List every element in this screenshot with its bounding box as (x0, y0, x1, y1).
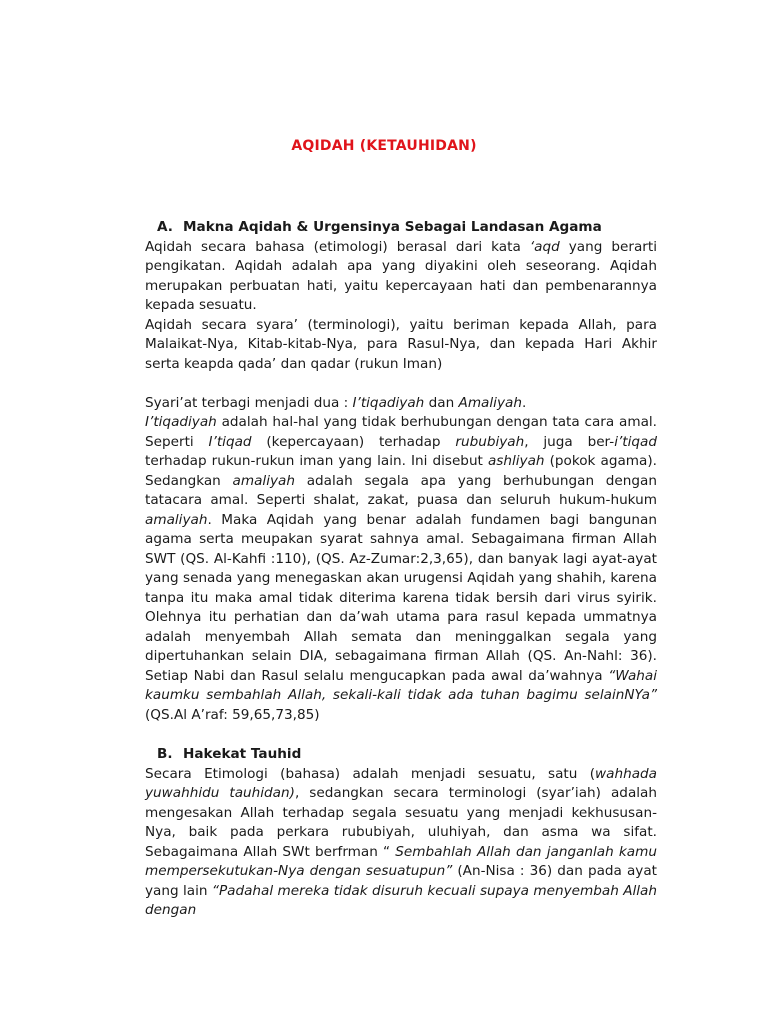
section-a-paragraph-3 (145, 394, 657, 414)
italic-term: I’tiqadiyah (352, 394, 425, 411)
italic-term: i’tiqad (614, 433, 657, 450)
text-run: . Maka Aqidah yang benar adalah fundamen bagi bangunan agama serta meupakan syarat sahnya amal. Sebagaimana firman Allah SWT (QS. Al-Kahfi :110), (QS. Az-Zumar:2,3,65), dan banyak lagi ayat-ayat yang senada yang menegaskan akan urugensi Aqidah yang shahih, karena tanpa itu maka amal tidak diterima karena tidak bersih dari virus syirik. Olehnya itu perhatian dan da’wah utama para rasul kepada ummatnya adalah menyembah Allah semata dan meninggalkan segala yang dipertuhankan selain DIA, sebagaimana firman Allah (QS. An-Nahl: 36). Setiap Nabi dan Rasul selalu mengucapkan pada awal da’wahnya (145, 511, 657, 684)
italic-term: ashliyah (487, 453, 545, 469)
section-a-title: Makna Aqidah & Urgensinya Sebagai Landasan Agama (183, 219, 602, 235)
text-run: (kepercayaan) terhadap (251, 433, 456, 450)
text-run: (An-Nisa : 36) dan pada ayat yang lain (145, 863, 657, 899)
quoted-verse: “Wahai kaumku sembahlah Allah, sekali-kali tidak ada tuhan bagimu selainNYa” (145, 667, 657, 703)
section-b-paragraph-1 (145, 765, 657, 921)
italic-term: I’tiqad (208, 433, 252, 450)
section-b-title: Hakekat Tauhid (183, 746, 302, 762)
section-a-paragraph-2: Aqidah secara syara’ (terminologi), yaitu beriman kepada Allah, para Malaikat-Nya, Kitab-kitab-Nya, para Rasul-Nya, dan kepada Hari Akhir serta keapda qada’ dan qadar (rukun Iman) (145, 316, 657, 372)
text-run: yang berarti pengikatan. Aqidah adalah apa yang diyakini oleh seseorang. Aqidah merupakan perbuatan hati, yaitu kepercayaan hati dan pembenarannya kepada sesuatu. (145, 238, 657, 313)
italic-term: amaliyah (232, 472, 295, 489)
spacer (145, 725, 657, 745)
italic-term: ‘aqd (529, 238, 560, 255)
text-run: (QS.Al A’raf: 59,65,73,85) (145, 706, 320, 723)
text-run: adalah segala apa yang berhubungan dengan tatacara amal. Seperti shalat, zakat, puasa dan seluruh hukum-hukum (145, 472, 657, 508)
text-run: , juga ber- (524, 433, 615, 450)
section-b-heading (145, 745, 657, 765)
italic-term: wahhada yuwahhidu tauhidan) (145, 765, 657, 801)
italic-term: rububiyah (455, 433, 525, 450)
text-run: Syari’at terbagi menjadi dua : (145, 394, 353, 411)
document-title: AQIDAH (KETAUHIDAN) (291, 138, 477, 154)
section-a-paragraph-1 (145, 238, 657, 316)
italic-term: amaliyah (145, 511, 208, 528)
italic-term: I’tiqadiyah (145, 414, 217, 430)
section-b-number: B. (157, 746, 173, 762)
text-run: Aqidah secara bahasa (etimologi) berasal dari kata (145, 238, 530, 255)
section-a-heading (145, 218, 657, 238)
quoted-verse: “Padahal mereka tidak disuruh kecuali supaya menyembah Allah dengan (145, 882, 657, 918)
spacer (145, 374, 657, 394)
text-run: dan (424, 394, 459, 411)
text-run: (pokok agama). Sedangkan (145, 453, 657, 489)
text-run: . (521, 394, 527, 411)
section-a-paragraph-4 (145, 413, 657, 725)
quoted-verse: Sembahlah Allah dan janganlah kamu mempersekutukan-Nya dengan sesuatupun” (145, 843, 657, 879)
text-run: , sedangkan secara terminologi (syar’iah) adalah mengesakan Allah terhadap segala sesuatu yang menjadi kekhususan-Nya, baik pada perkara rububiyah, uluhiyah, dan asma wa sifat. Sebagaimana Allah SWt berfrman “ (145, 785, 657, 860)
italic-term: Amaliyah (458, 394, 522, 411)
text-run: terhadap rukun-rukun iman yang lain. Ini disebut (145, 453, 488, 469)
text-run: adalah hal-hal yang tidak berhubungan dengan tata cara amal. Seperti (145, 414, 657, 450)
text-run: Secara Etimologi (bahasa) adalah menjadi sesuatu, satu ( (145, 765, 596, 782)
document-body (145, 218, 657, 921)
section-a-number: A. (157, 219, 173, 235)
